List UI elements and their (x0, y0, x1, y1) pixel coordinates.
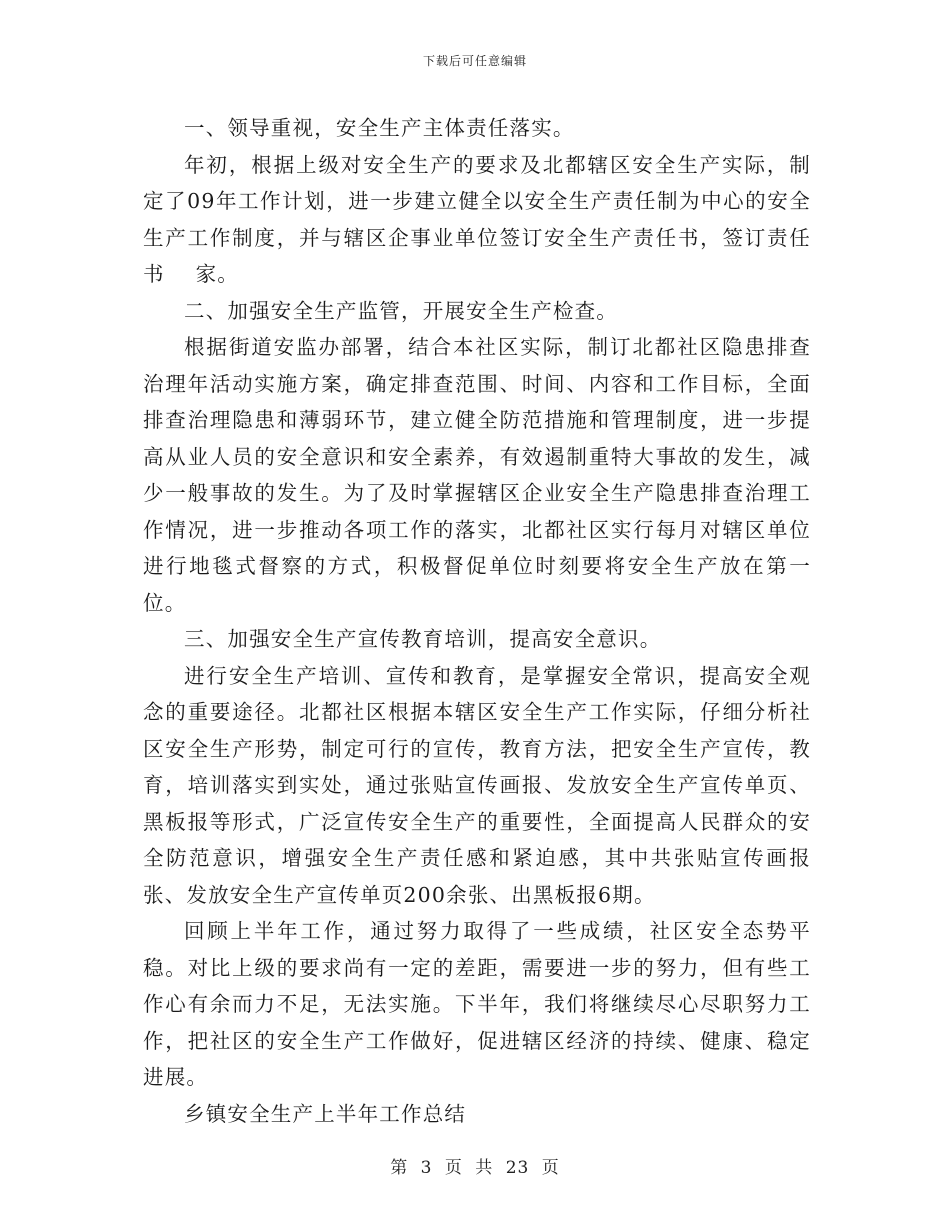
heading-section-1: 一、领导重视，安全生产主体责任落实。 (184, 116, 575, 140)
next-document-title: 乡镇安全生产上半年工作总结 (184, 1101, 467, 1126)
heading-section-3: 三、加强安全生产宣传教育培训，提高安全意识。 (184, 627, 662, 651)
page-header: 下载后可任意编辑 (422, 54, 527, 68)
paragraph-section-2: 根据街道安监办部署，结合本社区实际，制订北都社区隐患排查治理年活动实施方案，确定排查范围、时间、内容和工作目标，全面排查治理隐患和薄弱环节，建立健全防范措施和管理制度，进一步提高从业人员的安全意识和安全素养，有效遏制重特大事故的发生，减少一般事故的发生。为了及时掌握辖区企业安全生产隐患排查治理工作情况，进一步推动各项工作的落实，北都社区实行每月对辖区单位进行地毯式督察的方式，积极督促单位时刻要将安全生产放在第一位。 (143, 335, 811, 615)
heading-section-2: 二、加强安全生产监管，开展安全生产检查。 (184, 298, 618, 323)
page-number: 第 3 页 共 23 页 (390, 1158, 560, 1178)
document-body (143, 110, 811, 1132)
paragraph-summary: 回顾上半年工作，通过努力取得了一些成绩，社区安全态势平稳。对比上级的要求尚有一定的差距，需要进一步的努力，但有些工作心有余而力不足，无法实施。下半年，我们将继续尽心尽职努力工作，把社区的安全生产工作做好，促进辖区经济的持续、健康、稳定进展。 (143, 919, 811, 1089)
paragraph-section-3: 进行安全生产培训、宣传和教育，是掌握安全常识，提高安全观念的重要途径。北都社区根据本辖区安全生产工作实际，仔细分析社区安全生产形势，制定可行的宣传，教育方法，把安全生产宣传，教育，培训落实到实处，通过张贴宣传画报、发放安全生产宣传单页、黑板报等形式，广泛宣传安全生产的重要性，全面提高人民群众的安全防范意识，增强安全生产责任感和紧迫感，其中共张贴宣传画报张、发放安全生产宣传单页200余张、出黑板报6期。 (143, 663, 811, 907)
paragraph-section-1: 年初，根据上级对安全生产的要求及北都辖区安全生产实际，制定了09年工作计划，进一步建立健全以安全生产责任制为中心的安全生产工作制度，并与辖区企事业单位签订安全生产责任书，签订责任书 家。 (143, 152, 811, 286)
